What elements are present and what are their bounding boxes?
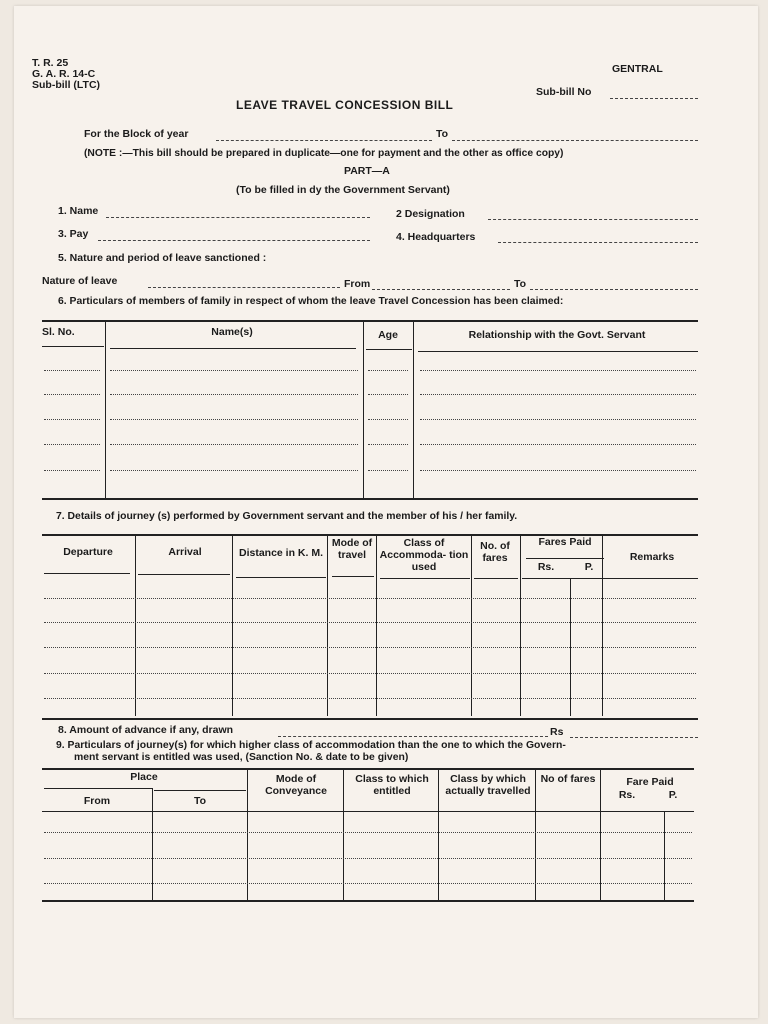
section9-label-1: 9. Particulars of journey(s) for which higher class of accommodation than the one to which the Govern- xyxy=(56,740,566,751)
section6-label: 6. Particulars of members of family in respect of whom the leave Travel Concession has been claimed: xyxy=(58,296,564,307)
block-year-to-field[interactable] xyxy=(452,140,698,141)
nature-of-leave-field[interactable] xyxy=(148,287,340,288)
table-row[interactable] xyxy=(44,698,696,699)
table-row[interactable] xyxy=(44,647,696,648)
subbill-no-label: Sub-bill No xyxy=(536,86,592,98)
advance-rs-label: Rs xyxy=(550,726,564,738)
col-age: Age xyxy=(378,329,398,341)
table-row[interactable] xyxy=(44,832,692,833)
advance-rs-field[interactable] xyxy=(570,737,698,738)
col-relationship: Relationship with the Govt. Servant xyxy=(468,329,646,341)
gentral-label: GENTRAL xyxy=(612,63,663,75)
name-label: 1. Name xyxy=(58,205,99,217)
col-no-fares: No. of fares xyxy=(480,540,510,564)
block-to-label: To xyxy=(436,128,449,140)
col-remarks: Remarks xyxy=(629,551,675,563)
table-row[interactable] xyxy=(44,598,696,599)
designation-field[interactable] xyxy=(488,219,698,220)
leave-sanctioned-label: 5. Nature and period of leave sanctioned : xyxy=(58,252,267,264)
col-to: To xyxy=(193,795,207,807)
block-year-from-field[interactable] xyxy=(216,140,432,141)
col-no-of-fares: No of fares xyxy=(540,773,596,785)
col-fares-rs: Rs. xyxy=(537,561,555,573)
table-row[interactable] xyxy=(44,673,696,674)
col-class-entitled: Class to which entitled xyxy=(355,773,429,797)
col-distance: Distance in K. M. xyxy=(238,547,323,559)
form-code-gar: G. A. R. 14-C xyxy=(32,68,96,80)
filled-by-label: (To be filled in dy the Government Servant) xyxy=(236,184,450,196)
headquarters-label: 4. Headquarters xyxy=(396,231,476,243)
form-page xyxy=(14,6,758,1018)
table-row[interactable] xyxy=(44,444,100,445)
form-code-subbill: Sub-bill (LTC) xyxy=(32,79,101,91)
pay-field[interactable] xyxy=(98,240,370,241)
leave-to-label: To xyxy=(514,278,527,290)
col-names: Name(s) xyxy=(211,326,253,338)
table-row[interactable] xyxy=(44,622,696,623)
table-row[interactable] xyxy=(44,470,100,471)
block-of-year-label: For the Block of year xyxy=(84,128,189,140)
table-row[interactable] xyxy=(44,394,100,395)
col-class-travelled: Class by which actually travelled xyxy=(445,773,531,797)
nature-of-leave-label: Nature of leave xyxy=(42,275,118,287)
col-fare-p: P. xyxy=(668,789,678,801)
table-row[interactable] xyxy=(44,419,100,420)
headquarters-field[interactable] xyxy=(498,242,698,243)
name-field[interactable] xyxy=(106,217,370,218)
advance-field[interactable] xyxy=(278,736,548,737)
col-place: Place xyxy=(130,771,158,783)
form-code-tr: T. R. 25 xyxy=(32,57,69,69)
form-title: LEAVE TRAVEL CONCESSION BILL xyxy=(236,98,454,112)
col-mode-conveyance: Mode of Conveyance xyxy=(265,773,327,797)
col-departure: Departure xyxy=(63,546,113,558)
col-from: From xyxy=(83,795,111,807)
table-row[interactable] xyxy=(44,370,100,371)
designation-label: 2 Designation xyxy=(396,208,465,220)
col-fare-rs: Rs. xyxy=(618,789,636,801)
col-class: Class of Accommoda- tion used xyxy=(379,537,469,573)
table-row[interactable] xyxy=(44,883,692,884)
col-arrival: Arrival xyxy=(168,546,202,558)
part-a-label: PART—A xyxy=(344,165,390,177)
col-fare-paid: Fare Paid xyxy=(626,776,674,788)
advance-label: 8. Amount of advance if any, drawn xyxy=(58,724,234,736)
section9-label-2: ment servant is entitled was used, (Sanction No. & date to be given) xyxy=(74,752,409,763)
leave-to-field[interactable] xyxy=(530,289,698,290)
col-sl-no: Sl. No. xyxy=(42,326,75,338)
note-text: (NOTE :—This bill should be prepared in duplicate—one for payment and the other as office copy) xyxy=(84,148,564,159)
col-fares-paid: Fares Paid xyxy=(538,536,592,548)
section7-label: 7. Details of journey (s) performed by Government servant and the member of his / her family. xyxy=(56,511,518,522)
leave-from-field[interactable] xyxy=(372,289,510,290)
leave-from-label: From xyxy=(344,278,371,290)
pay-label: 3. Pay xyxy=(58,228,89,240)
subbill-no-field[interactable] xyxy=(610,98,698,99)
col-mode: Mode of travel xyxy=(331,537,373,561)
table-row[interactable] xyxy=(44,858,692,859)
col-fares-p: P. xyxy=(584,561,594,573)
